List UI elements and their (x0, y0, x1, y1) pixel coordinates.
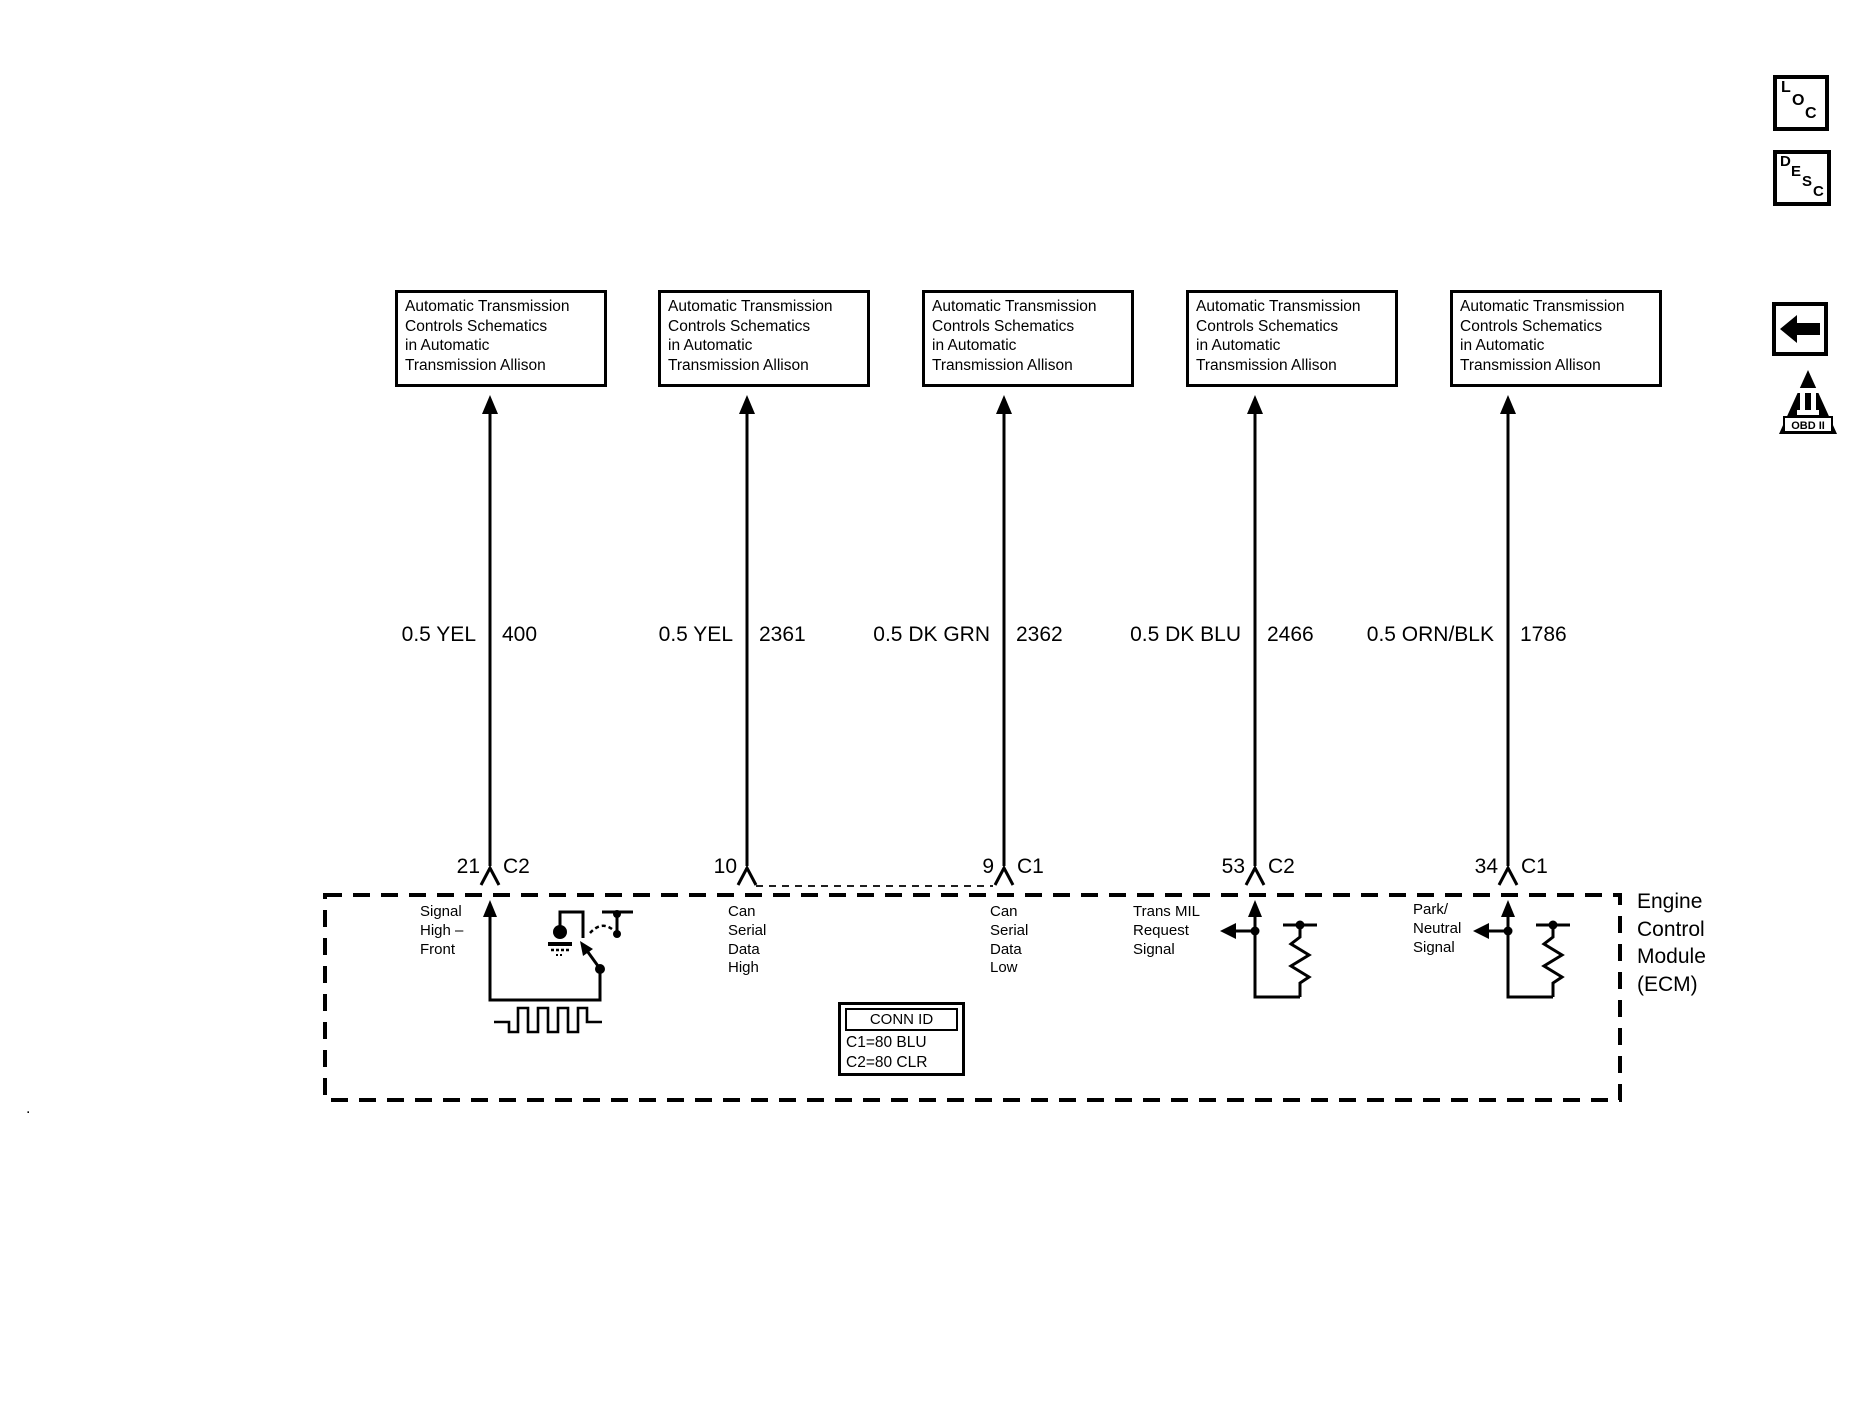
wire-2-color-label: 0.5 YEL (658, 623, 733, 646)
pulse-signal-icon (494, 1008, 602, 1032)
conn-id-header: CONN ID (845, 1008, 958, 1031)
pin-9-connector-label: C1 (1017, 855, 1044, 878)
back-arrow-icon (1776, 306, 1824, 352)
desc-letter: E (1791, 163, 1802, 180)
wire-4-circuit-label: 2466 (1267, 623, 1314, 646)
conn-id-row: C1=80 BLU (846, 1034, 927, 1051)
ref-box-2[interactable]: Automatic Transmission Controls Schematics in Automatic Transmission Allison (658, 290, 870, 387)
wire-5-up-arrow-icon (1500, 395, 1516, 414)
wire-5-connector-icon (1499, 868, 1517, 885)
pin-34-label: 34 (1474, 855, 1498, 878)
wire-5-color-label: 0.5 ORN/BLK (1366, 623, 1494, 646)
wire-1-color-label: 0.5 YEL (401, 623, 476, 646)
wire-2-up-arrow-icon (739, 395, 755, 414)
can-serial-data-low-label: Can Serial Data Low (990, 903, 1029, 977)
wire-1-circuit-label: 400 (502, 623, 538, 646)
desc-letter: D (1780, 153, 1791, 170)
loc-button[interactable] (1773, 75, 1829, 131)
can-serial-data-high-label: Can Serial Data High (728, 903, 767, 977)
wire-3-color-label: 0.5 DK GRN (873, 623, 990, 646)
desc-letter: C (1813, 183, 1824, 200)
park-neutral-left-arrow-icon (1473, 923, 1489, 939)
conn-id-table (838, 1002, 965, 1076)
loc-letter: C (1805, 105, 1817, 122)
loc-letter: L (1781, 79, 1791, 96)
wire-1-up-arrow-icon (482, 395, 498, 414)
wire-1-connector-icon (481, 868, 499, 885)
ref-box-3[interactable]: Automatic Transmission Controls Schematics in Automatic Transmission Allison (922, 290, 1134, 387)
ref-box-5[interactable]: Automatic Transmission Controls Schematics in Automatic Transmission Allison (1450, 290, 1662, 387)
pin-34-connector-label: C1 (1521, 855, 1548, 878)
wire-4-up-arrow-icon (1247, 395, 1263, 414)
signal-high-front-label: Signal High – Front (420, 903, 464, 958)
ref-box-4[interactable]: Automatic Transmission Controls Schematics in Automatic Transmission Allison (1186, 290, 1398, 387)
pin-21-label: 21 (456, 855, 480, 878)
desc-button[interactable] (1773, 150, 1831, 206)
wire-3-connector-icon (995, 868, 1013, 885)
wire-4-connector-icon (1246, 868, 1264, 885)
wire-4-color-label: 0.5 DK BLU (1130, 623, 1241, 646)
wire-3-circuit-label: 2362 (1016, 623, 1063, 646)
wire-2-connector-icon (738, 868, 756, 885)
loc-letter: O (1792, 92, 1805, 109)
trans-mil-circuit (1234, 908, 1317, 997)
obd2-badge[interactable] (1777, 368, 1839, 436)
ecm-title: Engine Control Module (ECM) (1637, 890, 1706, 996)
trans-mil-left-arrow-icon (1220, 923, 1236, 939)
conn-id-row: C2=80 CLR (846, 1054, 928, 1071)
pin-21-connector-label: C2 (503, 855, 530, 878)
park-neutral-label: Park/ Neutral Signal (1413, 901, 1462, 956)
svg-text:OBD II: OBD II (1791, 420, 1825, 432)
wire-2-circuit-label: 2361 (759, 623, 806, 646)
pin-53-label: 53 (1221, 855, 1245, 878)
desc-letter: S (1802, 173, 1813, 190)
pin-10-label: 10 (713, 855, 737, 878)
back-button[interactable] (1772, 302, 1828, 356)
park-neutral-circuit (1487, 908, 1570, 997)
trans-mil-request-label: Trans MIL Request Signal (1133, 903, 1200, 958)
pin-9-label: 9 (982, 855, 994, 878)
obd2-icon (1777, 368, 1839, 436)
pin-53-connector-label: C2 (1268, 855, 1295, 878)
wire-3-up-arrow-icon (996, 395, 1012, 414)
wire-5-circuit-label: 1786 (1520, 623, 1567, 646)
ref-box-1[interactable]: Automatic Transmission Controls Schematics in Automatic Transmission Allison (395, 290, 607, 387)
stray-mark: . (26, 1100, 31, 1117)
switch-blade-arrow-icon (580, 941, 593, 956)
